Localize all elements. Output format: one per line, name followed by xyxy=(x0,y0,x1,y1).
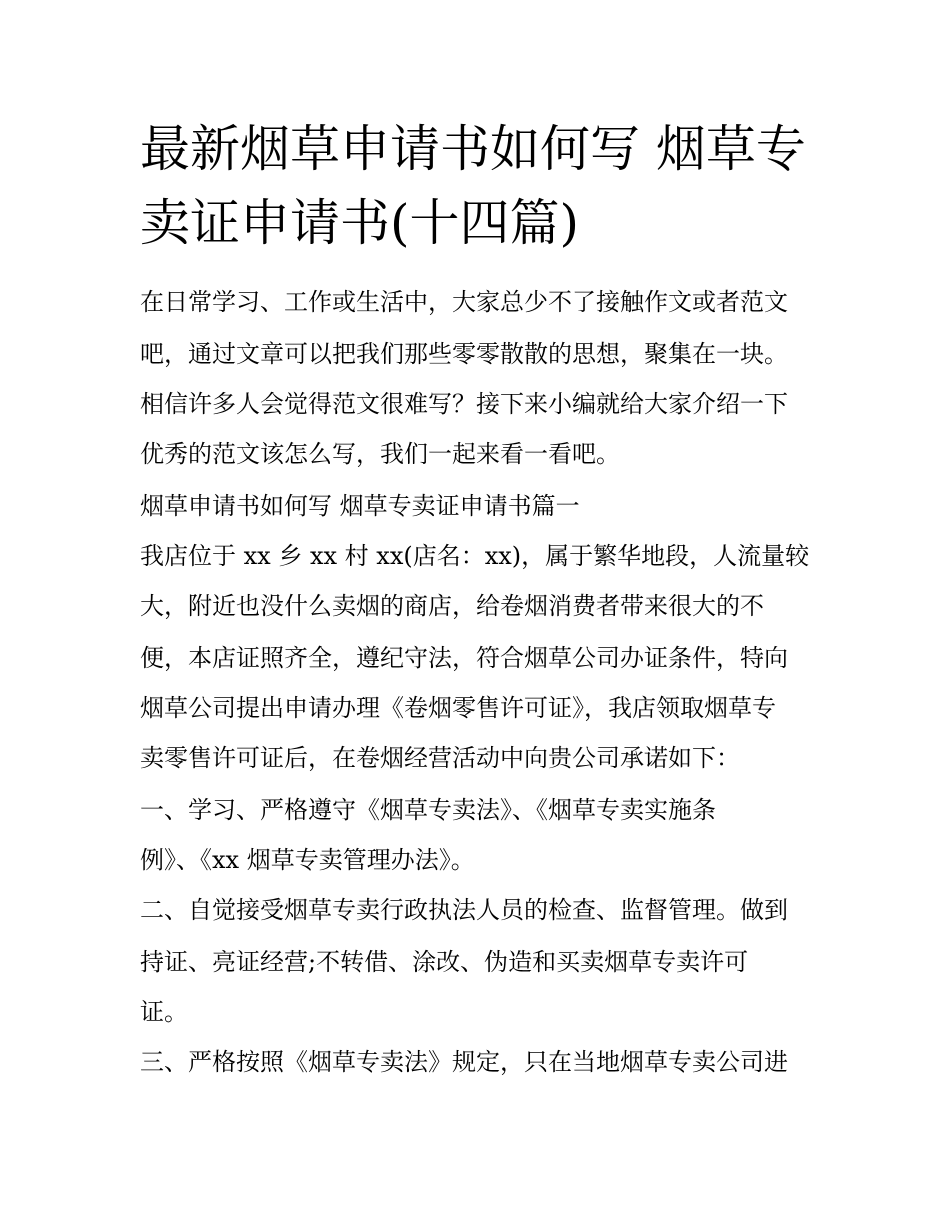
intro-line-2: 吧，通过文章可以把我们那些零零散散的思想，聚集在一块。 xyxy=(140,340,788,368)
body-line-1: 我店位于 xx 乡 xx 村 xx(店名：xx)，属于繁华地段，人流量较 xyxy=(140,542,810,570)
title-line-1: 最新烟草申请书如何写 烟草专 xyxy=(140,120,806,178)
body-line-4: 烟草公司提出申请办理《卷烟零售许可证》，我店领取烟草专 xyxy=(140,694,776,722)
body-line-2: 大，附近也没什么卖烟的商店，给卷烟消费者带来很大的不 xyxy=(140,592,764,620)
body-line-5: 卖零售许可证后，在卷烟经营活动中向贵公司承诺如下： xyxy=(140,744,740,772)
intro-line-3: 相信许多人会觉得范文很难写？接下来小编就给大家介绍一下 xyxy=(140,390,788,418)
item-2-line-2: 持证、亮证经营;不转借、涂改、伪造和买卖烟草专卖许可 xyxy=(140,948,749,976)
intro-line-4: 优秀的范文该怎么写，我们一起来看一看吧。 xyxy=(140,440,620,468)
section-heading: 烟草申请书如何写 烟草专卖证申请书篇一 xyxy=(140,492,580,520)
item-2-line-1: 二、自觉接受烟草专卖行政执法人员的检查、监督管理。做到 xyxy=(140,896,788,924)
intro-line-1: 在日常学习、工作或生活中，大家总少不了接触作文或者范文 xyxy=(140,288,788,316)
title-line-2: 卖证申请书(十四篇) xyxy=(140,194,580,252)
item-1-line-1: 一、学习、严格遵守《烟草专卖法》、《烟草专卖实施条 xyxy=(140,796,716,824)
item-2-line-3: 证。 xyxy=(140,998,188,1026)
document-title xyxy=(140,112,820,260)
item-1-line-2: 例》、《xx 烟草专卖管理办法》。 xyxy=(140,846,475,874)
body-line-3: 便，本店证照齐全，遵纪守法，符合烟草公司办证条件，特向 xyxy=(140,644,788,672)
item-3-line-1: 三、严格按照《烟草专卖法》规定，只在当地烟草专卖公司进 xyxy=(140,1048,788,1076)
